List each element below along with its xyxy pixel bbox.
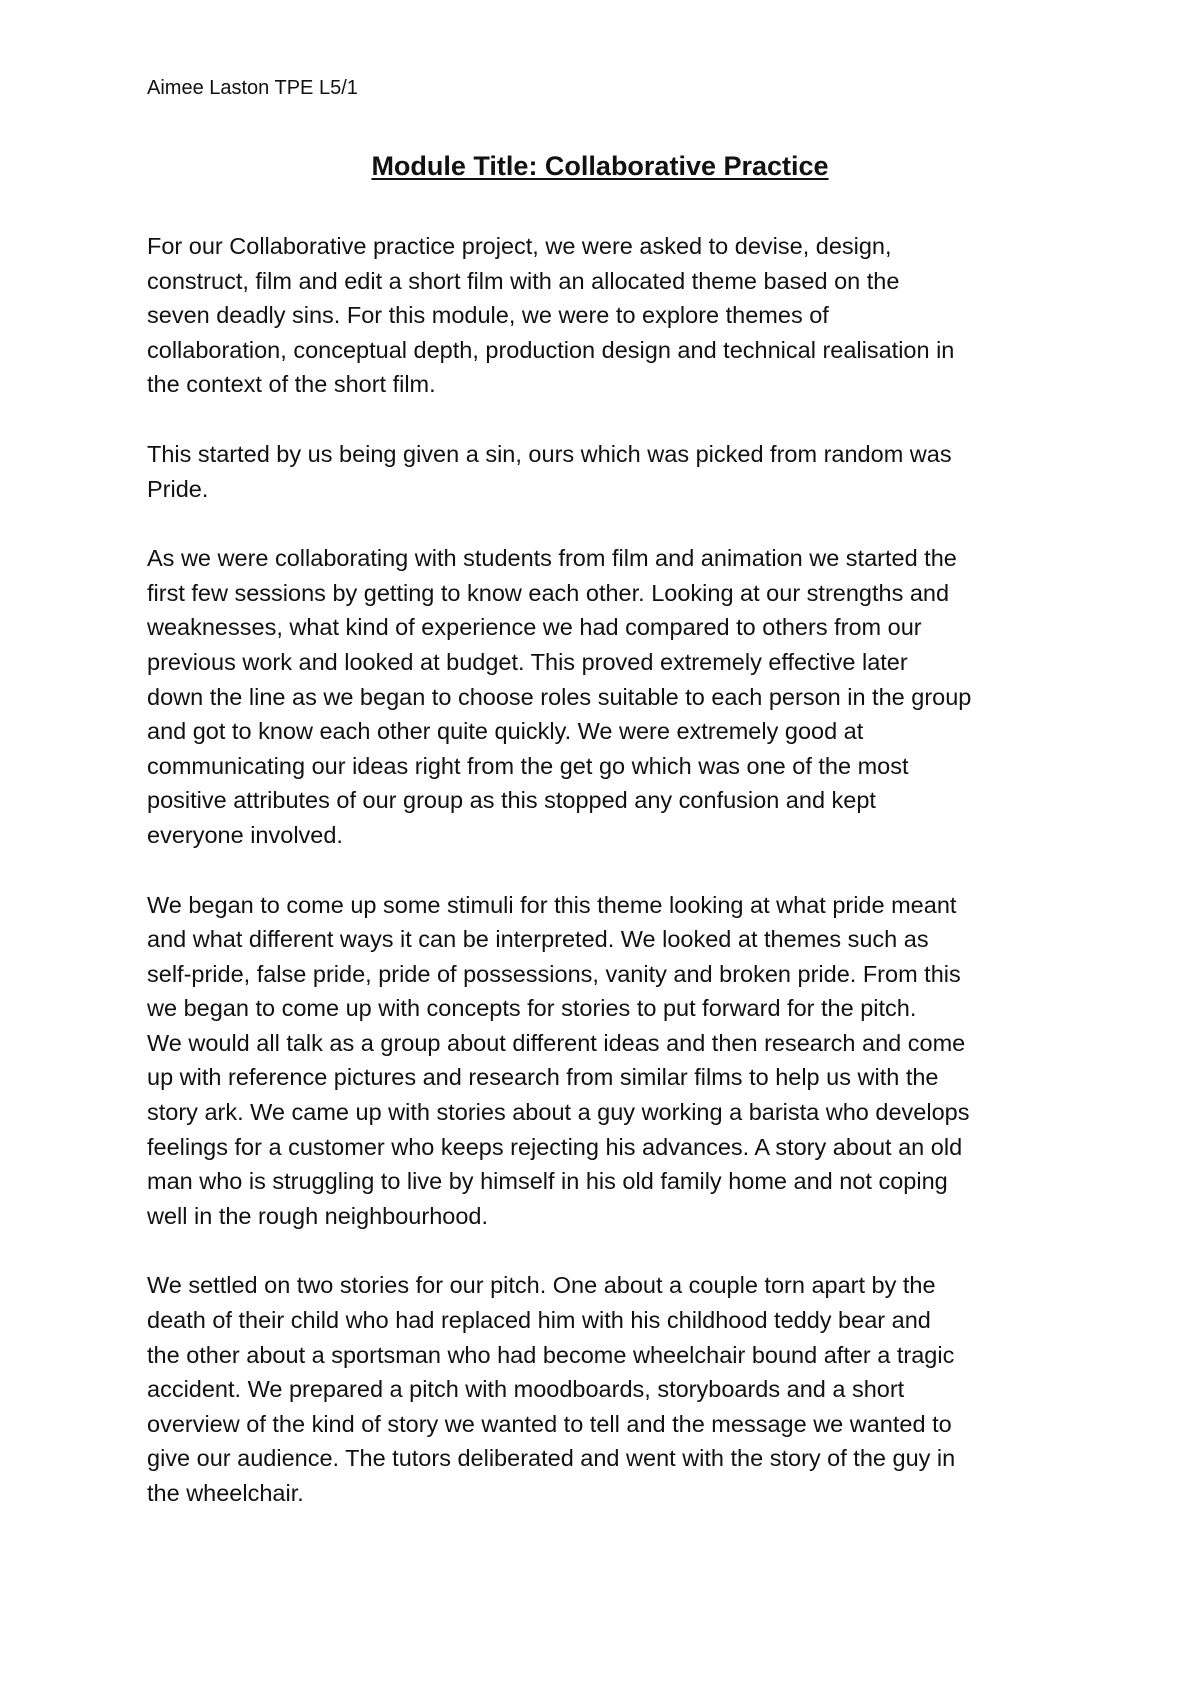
paragraph-line: death of their child who had replaced him with his childhood teddy bear and: [147, 1307, 931, 1334]
body-paragraph: [147, 437, 1077, 506]
paragraph-line: We would all talk as a group about different ideas and then research and come: [147, 1029, 966, 1056]
paragraph-line: positive attributes of our group as this stopped any confusion and kept: [147, 787, 876, 814]
paragraph-line: self-pride, false pride, pride of possessions, vanity and broken pride. From this: [147, 960, 961, 987]
body-paragraph: [147, 229, 1077, 402]
paragraph-line: give our audience. The tutors deliberated and went with the story of the guy in: [147, 1445, 956, 1472]
paragraph-line: the context of the short film.: [147, 371, 436, 398]
author-header: Aimee Laston TPE L5/1: [147, 77, 358, 99]
paragraph-line: man who is struggling to live by himself in his old family home and not coping: [147, 1168, 948, 1195]
paragraph-line: This started by us being given a sin, ours which was picked from random was: [147, 440, 952, 467]
paragraph-line: story ark. We came up with stories about a guy working a barista who develops: [147, 1099, 970, 1126]
paragraph-line: we began to come up with concepts for stories to put forward for the pitch.: [147, 995, 917, 1022]
paragraph-line: down the line as we began to choose roles suitable to each person in the group: [147, 683, 972, 710]
body-paragraph: [147, 888, 1077, 1234]
paragraph-line: As we were collaborating with students from film and animation we started the: [147, 545, 957, 572]
paragraph-line: For our Collaborative practice project, we were asked to devise, design,: [147, 233, 892, 259]
paragraph-line: first few sessions by getting to know each other. Looking at our strengths and: [147, 579, 950, 606]
module-title: Module Title: Collaborative Practice: [371, 151, 829, 181]
paragraph-line: the wheelchair.: [147, 1480, 304, 1506]
paragraph-line: and what different ways it can be interpreted. We looked at themes such as: [147, 926, 929, 953]
paragraph-line: accident. We prepared a pitch with moodboards, storyboards and a short: [147, 1376, 905, 1403]
paragraph-line: seven deadly sins. For this module, we were to explore themes of: [147, 302, 829, 329]
paragraph-line: weaknesses, what kind of experience we had compared to others from our: [147, 614, 922, 641]
paragraph-line: Pride.: [147, 475, 209, 502]
paragraph-line: We settled on two stories for our pitch. One about a couple torn apart by the: [147, 1272, 936, 1299]
paragraph-line: construct, film and edit a short film with an allocated theme based on the: [147, 267, 900, 294]
paragraph-line: overview of the kind of story we wanted to tell and the message we wanted to: [147, 1410, 952, 1437]
document-body: [147, 229, 1077, 1546]
paragraph-line: up with reference pictures and research from similar films to help us with the: [147, 1064, 939, 1091]
body-paragraph: [147, 1268, 1077, 1510]
paragraph-line: previous work and looked at budget. This proved extremely effective later: [147, 648, 908, 675]
paragraph-line: We began to come up some stimuli for this theme looking at what pride meant: [147, 891, 957, 918]
paragraph-line: the other about a sportsman who had become wheelchair bound after a tragic: [147, 1341, 955, 1368]
paragraph-line: communicating our ideas right from the get go which was one of the most: [147, 752, 909, 779]
paragraph-line: everyone involved.: [147, 821, 343, 848]
paragraph-line: and got to know each other quite quickly. We were extremely good at: [147, 718, 864, 745]
paragraph-line: collaboration, conceptual depth, production design and technical realisation in: [147, 336, 955, 363]
paragraph-line: feelings for a customer who keeps rejecting his advances. A story about an old: [147, 1133, 963, 1160]
body-paragraph: [147, 541, 1077, 852]
paragraph-line: well in the rough neighbourhood.: [147, 1202, 489, 1229]
